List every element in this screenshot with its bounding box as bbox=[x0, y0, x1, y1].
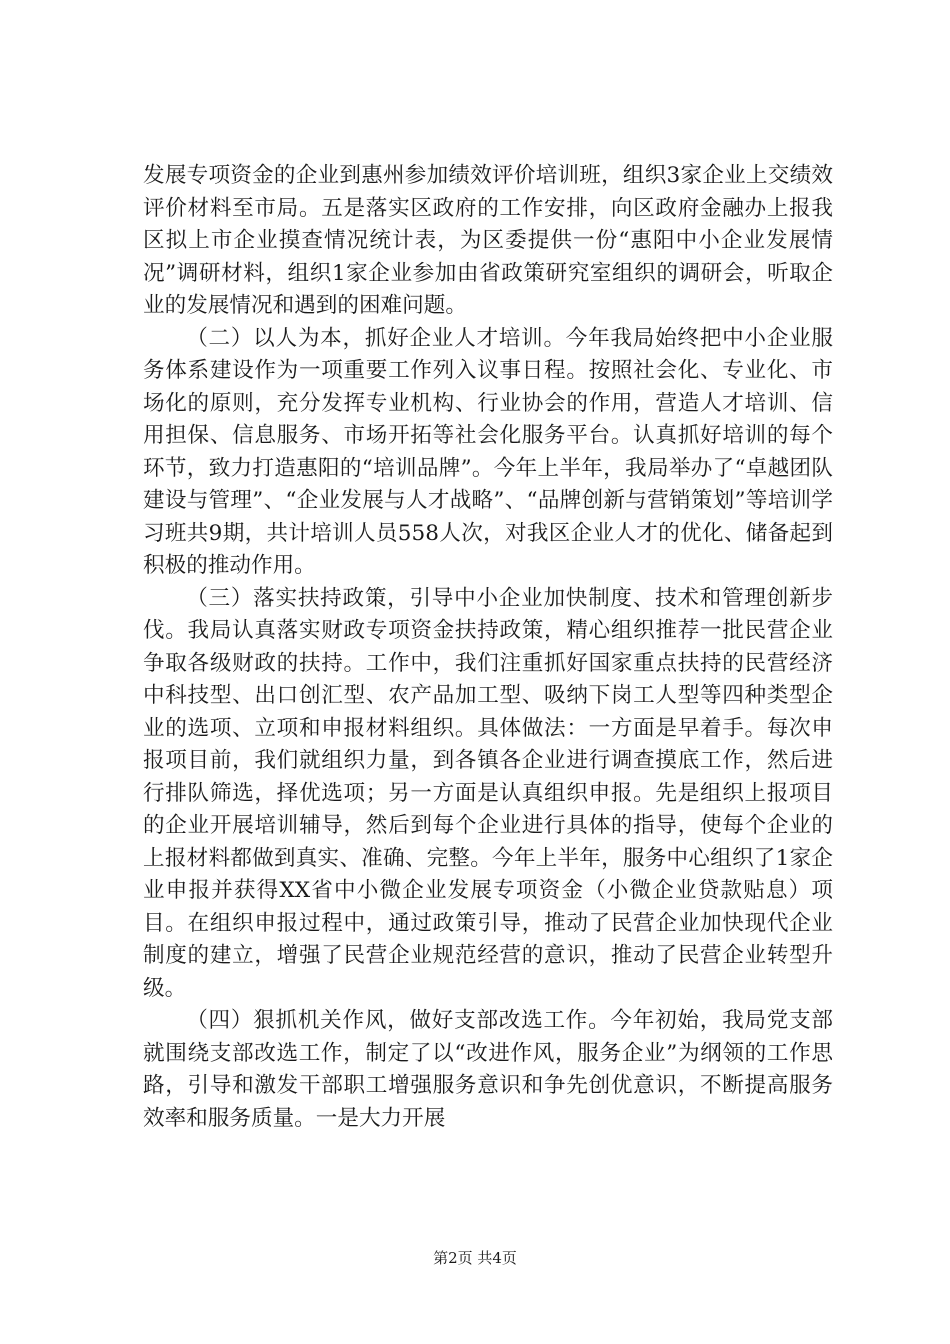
page-footer: 第2页 共4页 bbox=[433, 1249, 517, 1267]
paragraph-4: （四）狠抓机关作风，做好支部改选工作。今年初始，我局党支部就围绕支部改选工作，制定了以“改进作风，服务企业”为纲领的工作思路，引导和激发干部职工增强服务意识和争先创优意识，不断提高服务效率和服务质量。一是大力开展 bbox=[143, 1008, 833, 1131]
paragraph-2: （二）以人为本，抓好企业人才培训。今年我局始终把中小企业服务体系建设作为一项重要工作列入议事日程。按照社会化、专业化、市场化的原则，充分发挥专业机构、行业协会的作用，营造人才培训、信用担保、信息服务、市场开拓等社会化服务平台。认真抓好培训的每个环节，致力打造惠阳的“培训品牌”。今年上半年，我局举办了“卓越团队建设与管理”、“企业发展与人才战略”、“品牌创新与营销策划”等培训学习班共9期，共计培训人员558人次，对我区企业人才的优化、储备起到积极的推动作用。 bbox=[143, 325, 833, 578]
paragraph-3: （三）落实扶持政策，引导中小企业加快制度、技术和管理创新步伐。我局认真落实财政专项资金扶持政策，精心组织推荐一批民营企业争取各级财政的扶持。工作中，我们注重抓好国家重点扶持的民营经济中科技型、出口创汇型、农产品加工型、吸纳下岗工人型等四种类型企业的选项、立项和申报材料组织。具体做法：一方面是早着手。每次申报项目前，我们就组织力量，到各镇各企业进行调查摸底工作，然后进行排队筛选，择优选项；另一方面是认真组织申报。先是组织上报项目的企业开展培训辅导，然后到每个企业进行具体的指导，使每个企业的上报材料都做到真实、准确、完整。今年上半年，服务中心组织了1家企业申报并获得XX省中小微企业发展专项资金（小微企业贷款贴息）项目。在组织申报过程中，通过政策引导，推动了民营企业加快现代企业制度的建立，增强了民营企业规范经营的意识，推动了民营企业转型升级。 bbox=[143, 585, 833, 1001]
document-body bbox=[143, 160, 833, 1135]
paragraph-1: 发展专项资金的企业到惠州参加绩效评价培训班，组织3家企业上交绩效评价材料至市局。五是落实区政府的工作安排，向区政府金融办上报我区拟上市企业摸查情况统计表，为区委提供一份“惠阳中小企业发展情况”调研材料，组织1家企业参加由省政策研究室组织的调研会，听取企业的发展情况和遇到的困难问题。 bbox=[143, 163, 833, 318]
